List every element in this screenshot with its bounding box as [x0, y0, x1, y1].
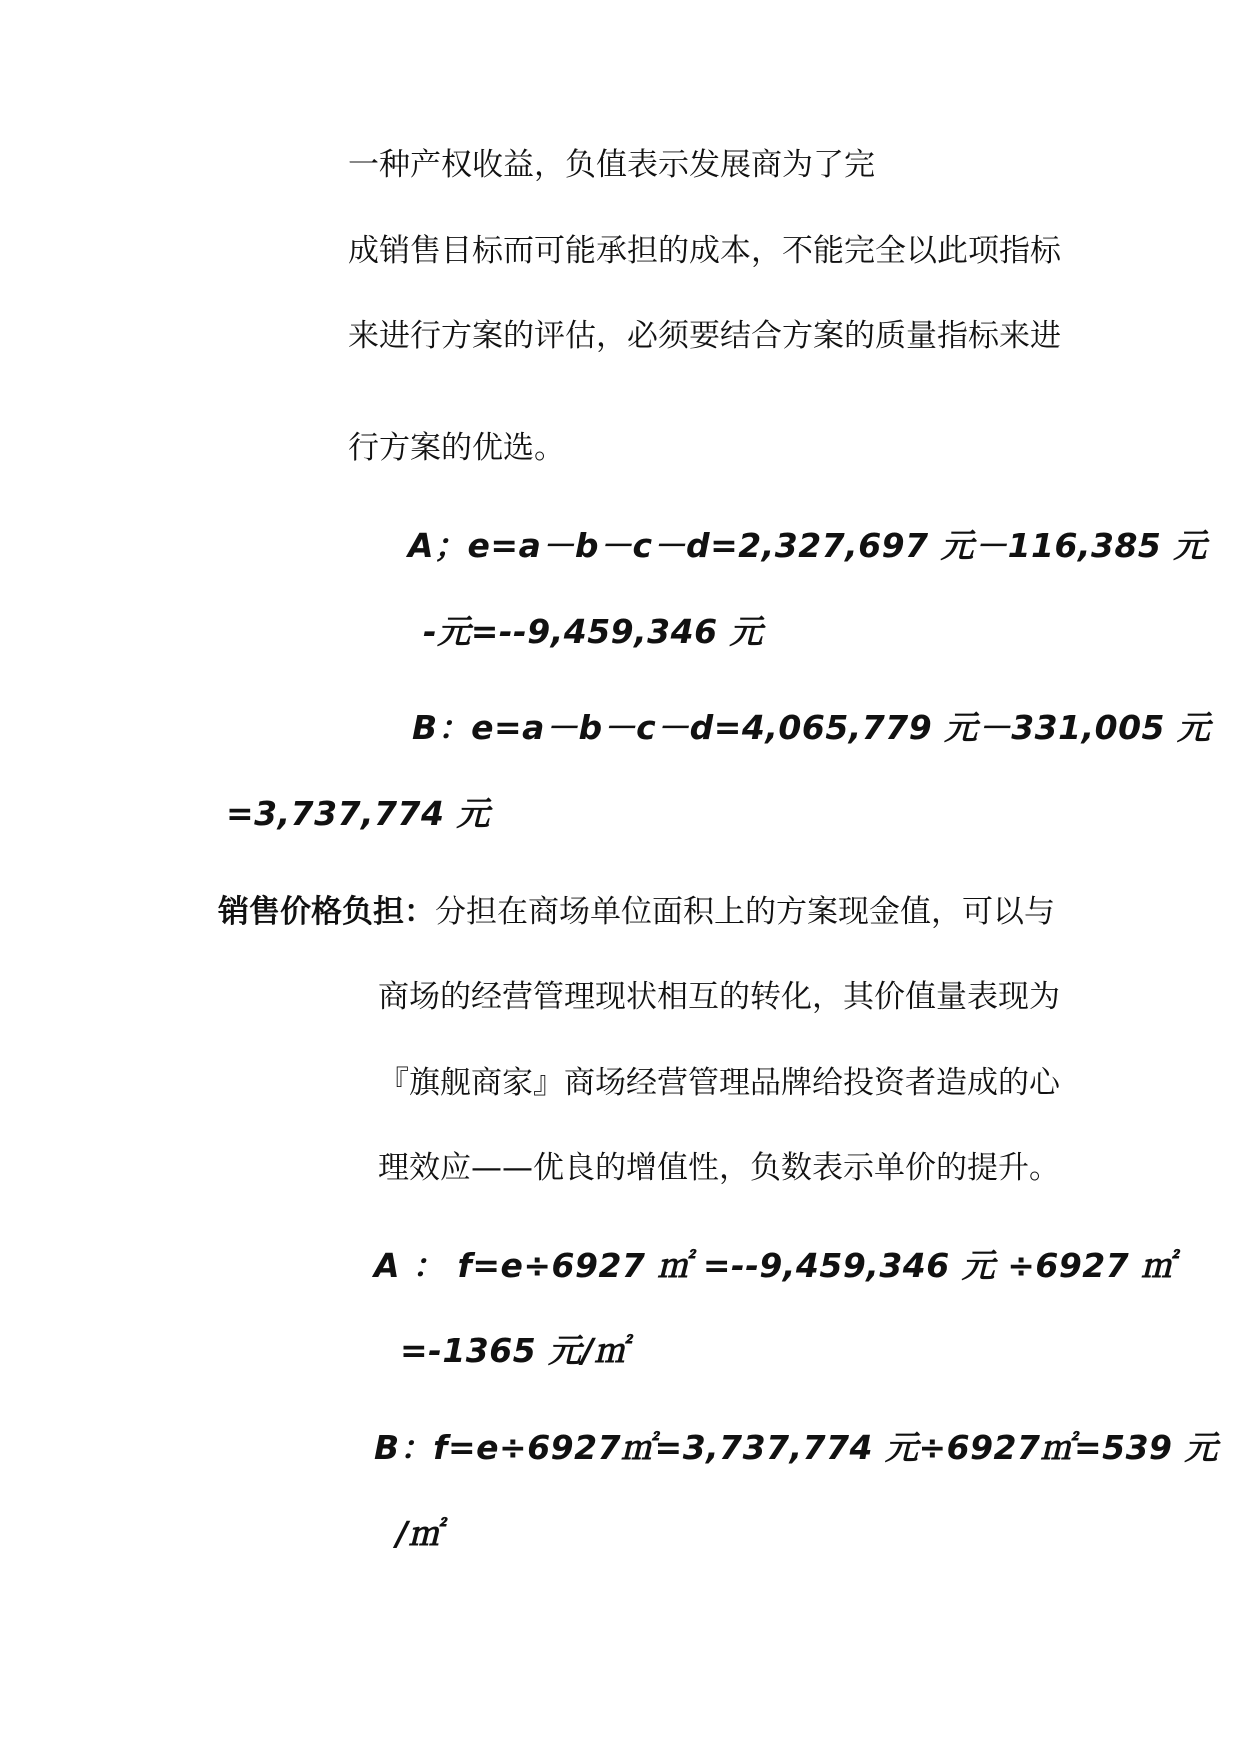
formula-f-a-line1: A ： f=e÷6927 ㎡ =--9,459,346 元 ÷6927 ㎡	[374, 1246, 1175, 1285]
formula-e-a-line1: A；e=a－b－c－d=2,327,697 元－116,385 元	[408, 526, 1207, 565]
section-term: 销售价格负担：	[218, 894, 435, 930]
formula-f-b-line2: /㎡	[396, 1514, 443, 1553]
formula-e-b-line1: B：e=a－b－c－d=4,065,779 元－331,005 元	[412, 708, 1211, 747]
formula-f-a-line2: =-1365 元/㎡	[400, 1331, 628, 1370]
paragraph-line: 商场的经营管理现状相互的转化，其价值量表现为	[378, 979, 1060, 1015]
paragraph-line: 『旗舰商家』商场经营管理品牌给投资者造成的心	[378, 1065, 1060, 1101]
formula-f-b-line1: B：f=e÷6927㎡=3,737,774 元÷6927㎡=539 元	[374, 1428, 1218, 1467]
paragraph-line: 理效应——优良的增值性，负数表示单价的提升。	[378, 1150, 1060, 1186]
formula-e-a-line2: -元=--9,459,346 元	[423, 612, 764, 651]
paragraph-line: 一种产权收益，负值表示发展商为了完	[348, 147, 875, 183]
formula-e-b-line2: =3,737,774 元	[226, 794, 490, 833]
paragraph-line: 行方案的优选。	[348, 430, 565, 466]
section-price-first-line	[218, 892, 1055, 932]
paragraph-line: 成销售目标而可能承担的成本，不能完全以此项指标	[348, 233, 1061, 269]
paragraph-line: 来进行方案的评估，必须要结合方案的质量指标来进	[348, 318, 1061, 354]
section-text: 分担在商场单位面积上的方案现金值，可以与	[435, 894, 1055, 930]
